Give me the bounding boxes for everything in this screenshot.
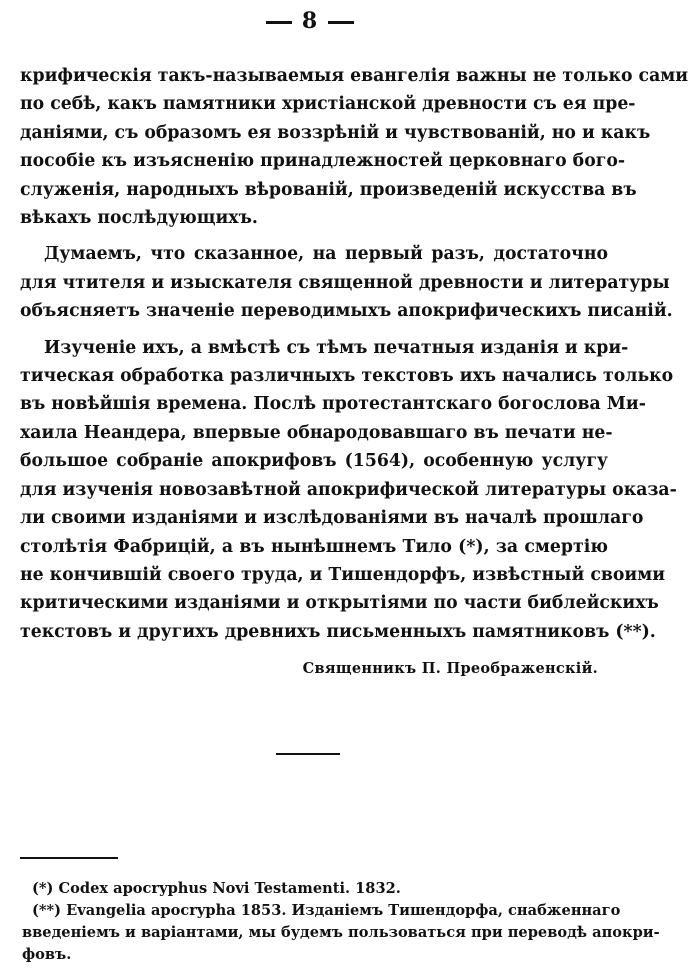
text-line: текстовъ и другихъ древнихъ письменныхъ памятниковъ (**). xyxy=(20,621,656,642)
footnote-1 xyxy=(32,878,608,900)
text-line: Думаемъ, что сказанное, на первый разъ, достаточно xyxy=(44,244,608,265)
left-dash xyxy=(266,21,292,24)
text-line: въ новѣйшія времена. Послѣ протестантскаго богослова Ми- xyxy=(20,394,646,415)
footnote-rule xyxy=(20,857,118,859)
footnote-2 xyxy=(22,900,660,966)
text-line: тическая обработка различныхъ текстовъ ихъ начались только xyxy=(20,366,674,387)
text-line: объясняетъ значеніе переводимыхъ апокрифическихъ писаній. xyxy=(20,301,673,322)
footnotes xyxy=(22,878,660,966)
text-line: служенія, народныхъ вѣрованій, произведеній искусства въ xyxy=(20,179,637,200)
paragraph-2 xyxy=(20,240,673,325)
footnote-line: фовъ. xyxy=(22,946,72,963)
page-number: 8 xyxy=(301,8,319,34)
text-line: Изученіе ихъ, а вмѣстѣ съ тѣмъ печатныя изданія и кри- xyxy=(44,337,629,358)
right-dash xyxy=(328,21,354,24)
text-line: для чтителя и изыскателя священной древности и литературы xyxy=(20,272,670,293)
text-line: даніями, съ образомъ ея воззрѣній и чувствованій, но и какъ xyxy=(20,122,651,143)
footnote-line: (*) Codex apocryphus Novi Testamenti. 1832. xyxy=(32,880,401,897)
text-line: крифическія такъ-называемыя евангелія важны не только сами xyxy=(20,66,688,86)
text-line: столѣтія Фабрицій, а въ нынѣшнемъ Тило (*), за смертію xyxy=(20,536,608,557)
page-number-header xyxy=(0,8,620,34)
body-text xyxy=(20,62,688,646)
text-line: критическими изданіями и открытіями по части библейскихъ xyxy=(20,593,659,614)
text-line: пособіе къ изъясненію принадлежностей церковнаго бого- xyxy=(20,151,626,172)
text-line: по себѣ, какъ памятники христіанской древности съ ея пре- xyxy=(20,94,636,115)
paragraph-1 xyxy=(20,62,688,232)
text-line: для изученія новозавѣтной апокрифической литературы оказа- xyxy=(20,479,677,500)
text-line: вѣкахъ послѣдующихъ. xyxy=(20,208,258,229)
text-line: хаила Неандера, впервые обнародовавшаго въ печати не- xyxy=(20,422,613,443)
footnote-line: введеніемъ и варіантами, мы будемъ пользоваться при переводѣ апокри- xyxy=(22,924,660,941)
text-line: ли своими изданіями и изслѣдованіями въ началѣ прошлаго xyxy=(20,508,644,529)
section-divider xyxy=(276,753,340,755)
footnote-line: (**) Evangelia apocrypha 1853. Изданіемъ Тишендорфа, снабженнаго xyxy=(32,902,621,919)
text-line: большое собраніе апокрифовъ (1564), особенную услугу xyxy=(20,451,608,472)
paragraph-3 xyxy=(20,334,677,646)
author-signature: Священникъ П. Преображенскій. xyxy=(302,660,598,677)
text-line: не кончившій своего труда, и Тишендорфъ, извѣстный своими xyxy=(20,564,666,585)
